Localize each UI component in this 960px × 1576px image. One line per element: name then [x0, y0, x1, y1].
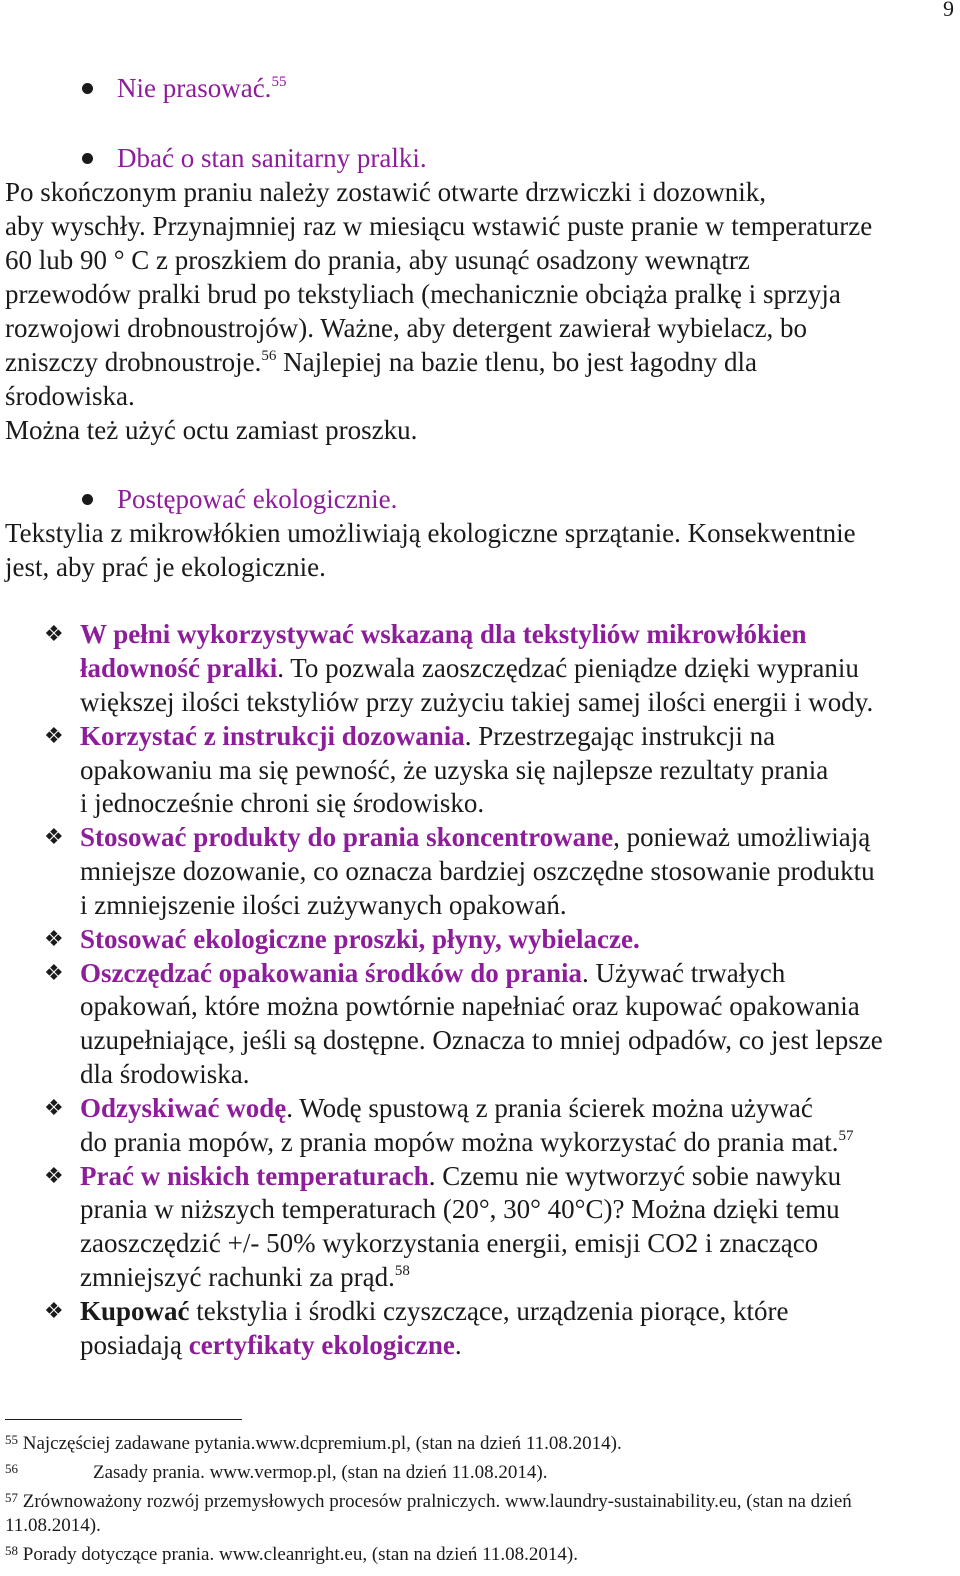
diamond-bullet-icon: ❖ — [44, 1163, 64, 1188]
tip-line — [80, 1260, 410, 1294]
footnote-number: 55 — [5, 1432, 18, 1447]
tip-line — [80, 651, 859, 685]
footnote-text: Najczęściej zadawane pytania.www.dcpremium.pl, (stan na dzień 11.08.2014). — [22, 1433, 622, 1454]
bullet-dot — [82, 153, 93, 164]
bullet-text: Nie prasować. — [117, 73, 272, 103]
footnote-text: Zrównoważony rozwój przemysłowych procesów pralniczych. www.laundry-sustainability.eu, (stan na dzień — [22, 1491, 852, 1512]
paragraph-line: 60 lub 90 ° C z proszkiem do prania, aby usunąć osadzony wewnątrz — [5, 245, 750, 275]
tip-heading: Korzystać z instrukcji dozowania — [80, 721, 465, 751]
tip-line — [80, 1294, 788, 1328]
bullet-text: Dbać o stan sanitarny pralki. — [117, 143, 427, 173]
diamond-bullet-icon: ❖ — [44, 824, 64, 849]
text-run: tekstylia i środki czyszczące, urządzenia piorące, które — [189, 1296, 789, 1326]
paragraph-line: aby wyschły. Przynajmniej raz w miesiącu wstawić puste pranie w temperaturze — [5, 211, 873, 241]
tip-line: większej ilości tekstyliów przy zużyciu takiej samej ilości energii i wody. — [80, 687, 874, 717]
diamond-bullet-icon: ❖ — [44, 723, 64, 748]
footnote-ref: 58 — [394, 1263, 410, 1279]
tip-line — [80, 1328, 462, 1362]
text-run: zniszczy drobnoustroje. — [5, 347, 262, 377]
diamond-bullet-icon: ❖ — [44, 1095, 64, 1120]
footnote-number: 58 — [5, 1543, 18, 1558]
text-run: zmniejszyć rachunki za prąd. — [80, 1262, 395, 1292]
tip-line: i zmniejszenie ilości zużywanych opakowań. — [80, 890, 567, 920]
tip-heading: certyfikaty ekologiczne — [188, 1330, 455, 1360]
footnote — [5, 1543, 578, 1567]
text-run: . Czemu nie wytworzyć sobie nawyku — [428, 1161, 842, 1191]
tip-heading: Odzyskiwać wodę — [80, 1093, 287, 1123]
tip-line: zaoszczędzić +/- 50% wykorzystania energii, emisji CO2 i znacząco — [80, 1228, 819, 1258]
text-run: posiadają — [80, 1330, 189, 1360]
tip-line: prania w niższych temperaturach (20°, 30° 40°C)? Można dzięki temu — [80, 1194, 840, 1224]
tip-line — [80, 1159, 841, 1193]
tip-heading: ładowność pralki — [80, 653, 278, 683]
footnote-separator — [5, 1419, 242, 1420]
text-run: . — [454, 1330, 462, 1360]
diamond-bullet-icon: ❖ — [44, 960, 64, 985]
bullet-item — [117, 71, 286, 105]
text-run: . Wodę spustową z prania ścierek można używać — [286, 1093, 813, 1123]
tip-heading: W pełni wykorzystywać wskazaną dla tekstyliów mikrowłókien — [80, 619, 807, 649]
text-run: . To pozwala zaoszczędzać pieniądze dzięki wypraniu — [277, 653, 859, 683]
footnote-ref: 55 — [271, 74, 287, 90]
bullet-dot — [82, 83, 93, 94]
paragraph-line: Po skończonym praniu należy zostawić otwarte drzwiczki i dozownik, — [5, 177, 767, 207]
tip-line: uzupełniające, jeśli są dostępne. Oznacza to mniej odpadów, co jest lepsze — [80, 1025, 883, 1055]
paragraph-line: Tekstylia z mikrowłókien umożliwiają ekologiczne sprzątanie. Konsekwentnie — [5, 518, 856, 548]
text-run: do prania mopów, z prania mopów można wykorzystać do prania mat. — [80, 1127, 839, 1157]
paragraph-line — [5, 345, 757, 379]
footnote-number: 57 — [5, 1490, 18, 1505]
paragraph-line: przewodów pralki brud po tekstyliach (mechanicznie obciąża pralkę i sprzyja — [5, 279, 841, 309]
footnote — [5, 1461, 547, 1485]
bullet-dot — [82, 494, 93, 505]
paragraph-line: rozwojowi drobnoustrojów). Ważne, aby detergent zawierał wybielacz, bo — [5, 313, 808, 343]
tip-line — [80, 820, 870, 854]
text-run: Najlepiej na bazie tlenu, bo jest łagodny dla — [276, 347, 758, 377]
footnote-ref: 57 — [838, 1128, 854, 1144]
tip-line — [80, 1091, 813, 1125]
tip-line — [80, 956, 785, 990]
tip-line: opakowaniu ma się pewność, że uzyska się najlepsze rezultaty prania — [80, 755, 829, 785]
diamond-bullet-icon: ❖ — [44, 621, 64, 646]
page-number: 9 — [943, 0, 954, 21]
tip-line: mniejsze dozowanie, co oznacza bardziej oszczędne stosowanie produktu — [80, 856, 875, 886]
tip-heading: Prać w niskich temperaturach — [80, 1161, 429, 1191]
paragraph-line: Można też użyć octu zamiast proszku. — [5, 415, 418, 445]
tip-line — [80, 922, 640, 956]
tip-heading: Oszczędzać opakowania środków do prania — [80, 958, 583, 988]
tip-line — [80, 1125, 854, 1159]
text-run: . Przestrzegając instrukcji na — [464, 721, 776, 751]
text-run: , ponieważ umożliwiają — [613, 822, 871, 852]
footnote-text: Porady dotyczące prania. www.cleanright.eu, (stan na dzień 11.08.2014). — [22, 1544, 578, 1565]
tip-line — [80, 719, 775, 753]
footnote — [5, 1432, 622, 1456]
tip-heading: Stosować produkty do prania skoncentrowane — [80, 822, 614, 852]
bullet-text: Postępować ekologicznie. — [117, 484, 398, 514]
diamond-bullet-icon: ❖ — [44, 1298, 64, 1323]
bullet-item — [117, 482, 397, 516]
footnote — [5, 1490, 852, 1514]
footnote-ref: 56 — [261, 348, 277, 364]
tip-line: i jednocześnie chroni się środowisko. — [80, 788, 485, 818]
tip-line: opakowań, które można powtórnie napełniać oraz kupować opakowania — [80, 991, 860, 1021]
paragraph-line: środowiska. — [5, 381, 135, 411]
footnote-number: 56 — [5, 1461, 18, 1476]
diamond-bullet-icon: ❖ — [44, 926, 64, 951]
tip-heading: Kupować — [80, 1296, 190, 1326]
text-run: . Używać trwałych — [582, 958, 786, 988]
bullet-item — [117, 141, 427, 175]
tip-heading: Stosować ekologiczne proszki, płyny, wybielacze. — [80, 924, 640, 954]
footnote-text: Zasady prania. www.vermop.pl, (stan na dzień 11.08.2014). — [93, 1462, 548, 1483]
footnote-continuation: 11.08.2014). — [5, 1515, 101, 1536]
paragraph-line: jest, aby prać je ekologicznie. — [5, 552, 326, 582]
tip-line — [80, 617, 807, 651]
tip-line: dla środowiska. — [80, 1059, 250, 1089]
